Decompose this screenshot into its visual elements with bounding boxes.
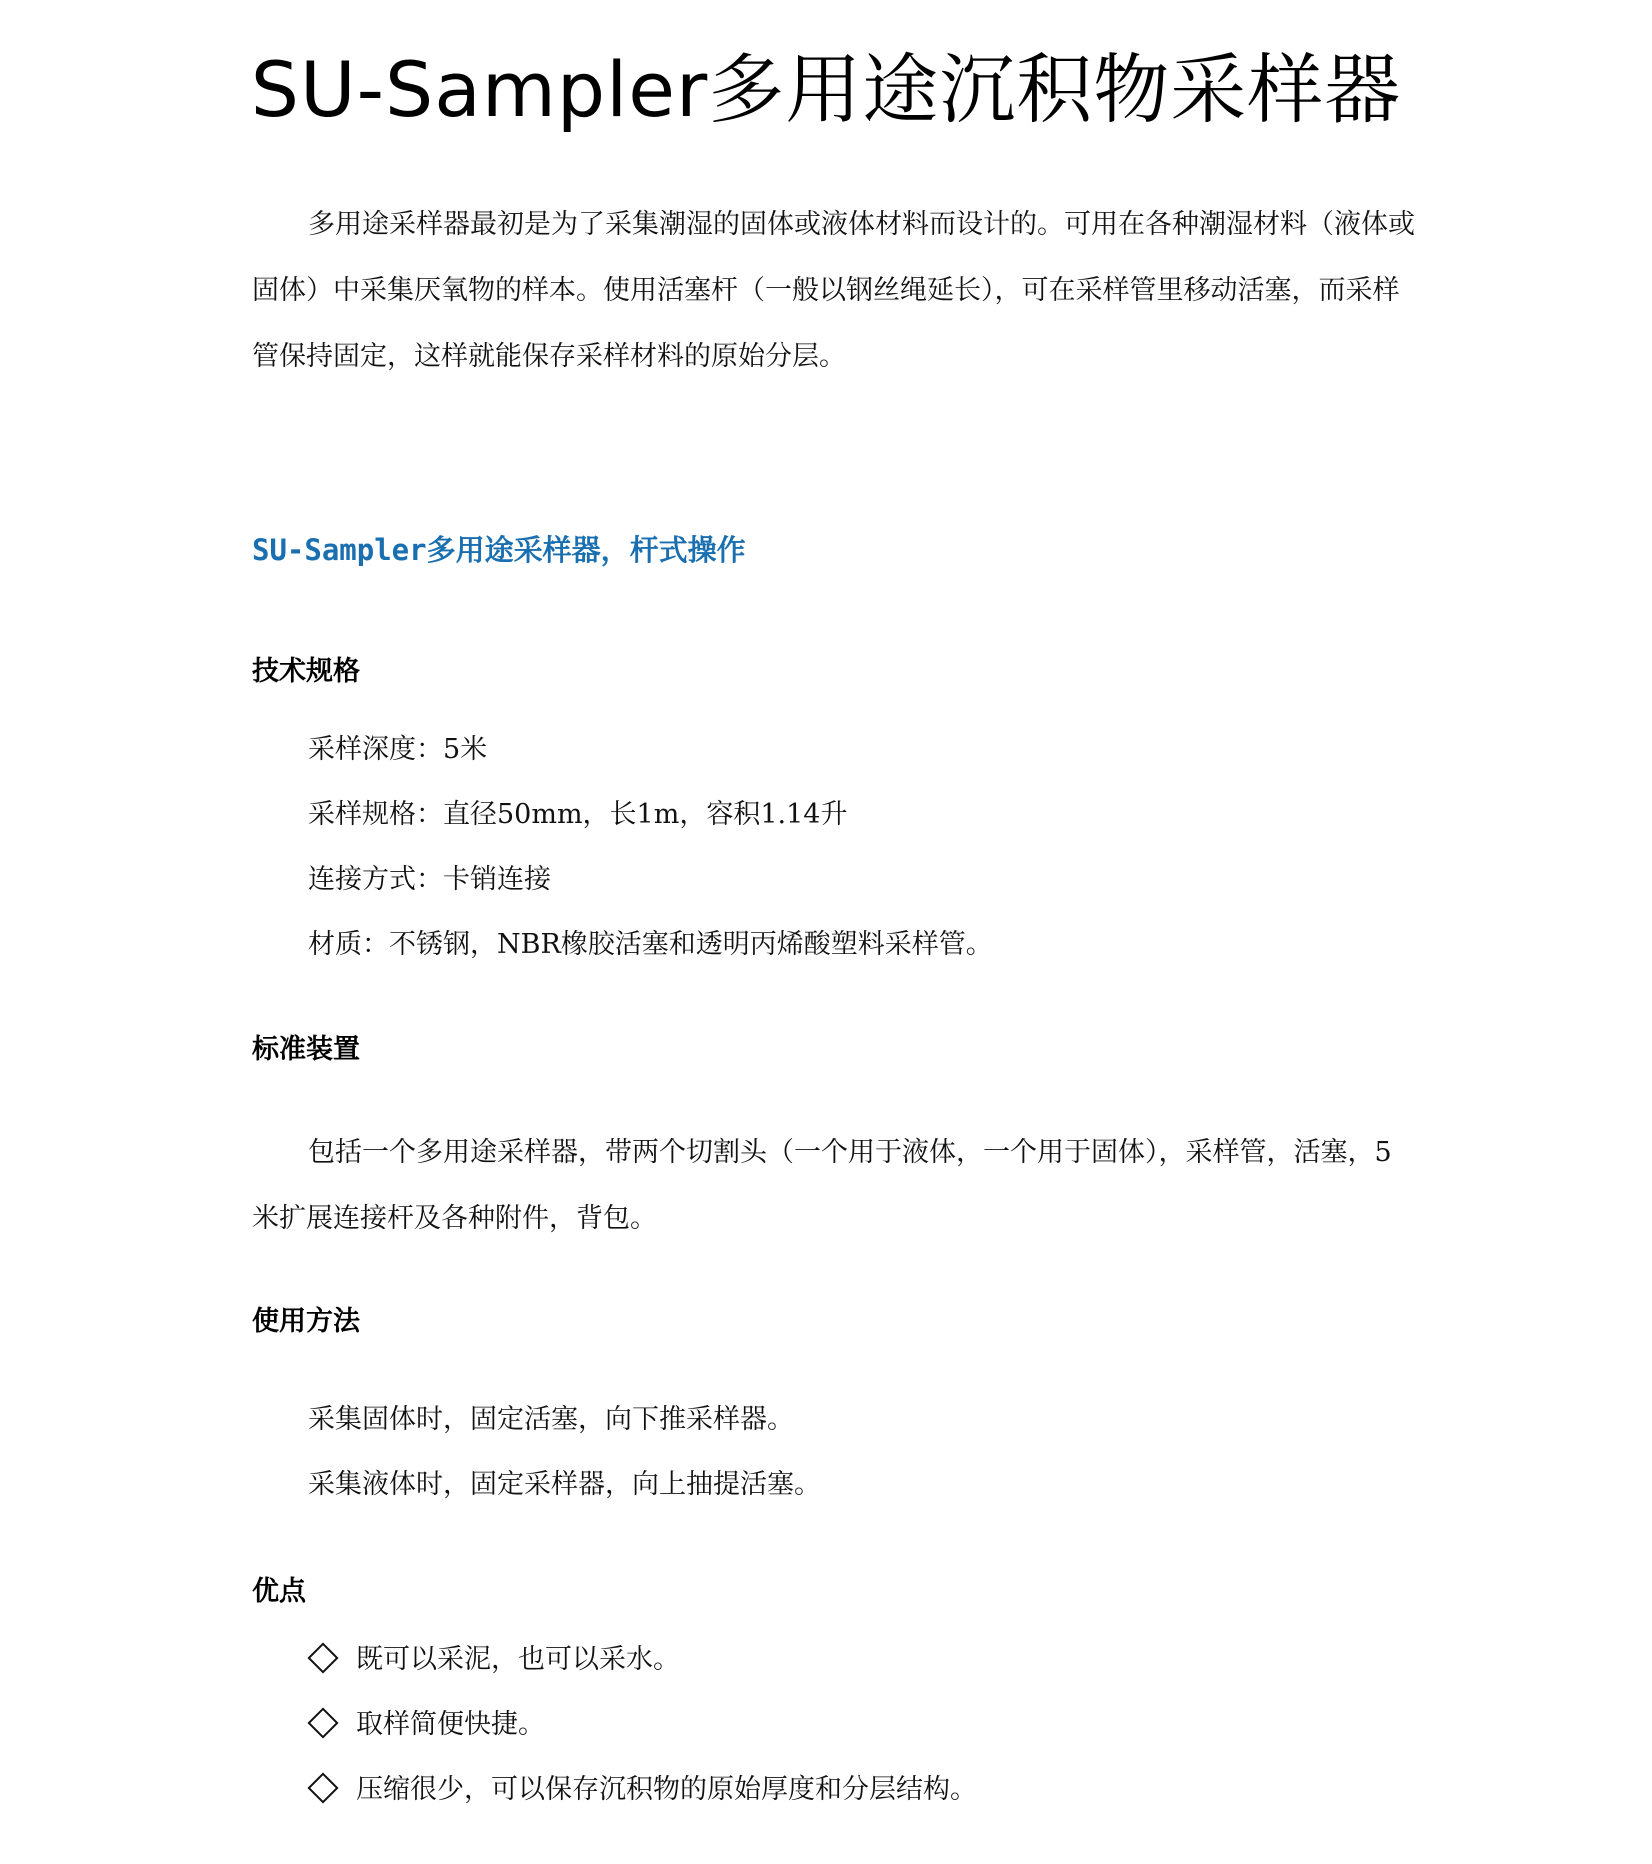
- specs-heading: 技术规格: [252, 656, 360, 687]
- diamond-bullet-icon: [307, 1707, 338, 1738]
- section-subtitle: SU-Sampler多用途采样器，杆式操作: [252, 533, 746, 567]
- usage-heading: 使用方法: [252, 1306, 360, 1337]
- advantage-item: [308, 1705, 545, 1745]
- spec-item-depth: 采样深度：5米: [308, 734, 488, 765]
- standard-heading: 标准装置: [252, 1034, 360, 1065]
- intro-paragraph: [252, 192, 1416, 390]
- standard-paragraph: [252, 1120, 1416, 1252]
- standard-text: 包括一个多用途采样器，带两个切割头（一个用于液体，一个用于固体），采样管，活塞，5米扩展连接杆及各种附件，背包。: [252, 1137, 1392, 1234]
- diamond-bullet-icon: [307, 1772, 338, 1803]
- usage-item-solid: 采集固体时，固定活塞，向下推采样器。: [308, 1404, 794, 1435]
- spec-item-material: 材质：不锈钢，NBR橡胶活塞和透明丙烯酸塑料采样管。: [308, 929, 993, 960]
- spec-item-size: 采样规格：直径50mm，长1m，容积1.14升: [308, 799, 848, 830]
- usage-item-liquid: 采集液体时，固定采样器，向上抽提活塞。: [308, 1469, 821, 1500]
- advantages-heading: 优点: [252, 1576, 306, 1607]
- intro-text: 多用途采样器最初是为了采集潮湿的固体或液体材料而设计的。可用在各种潮湿材料（液体或固体）中采集厌氧物的样本。使用活塞杆（一般以钢丝绳延长），可在采样管里移动活塞，而采样管保持固定，这样就能保存采样材料的原始分层。: [252, 209, 1415, 372]
- advantage-text: 既可以采泥，也可以采水。: [356, 1644, 680, 1675]
- document-title: SU-Sampler多用途沉积物采样器: [250, 45, 1402, 134]
- advantage-text: 压缩很少，可以保存沉积物的原始厚度和分层结构。: [356, 1774, 977, 1805]
- diamond-bullet-icon: [307, 1642, 338, 1673]
- spec-item-connection: 连接方式：卡销连接: [308, 864, 551, 895]
- advantage-item: [308, 1770, 977, 1810]
- advantage-text: 取样简便快捷。: [356, 1709, 545, 1740]
- advantage-item: [308, 1640, 680, 1680]
